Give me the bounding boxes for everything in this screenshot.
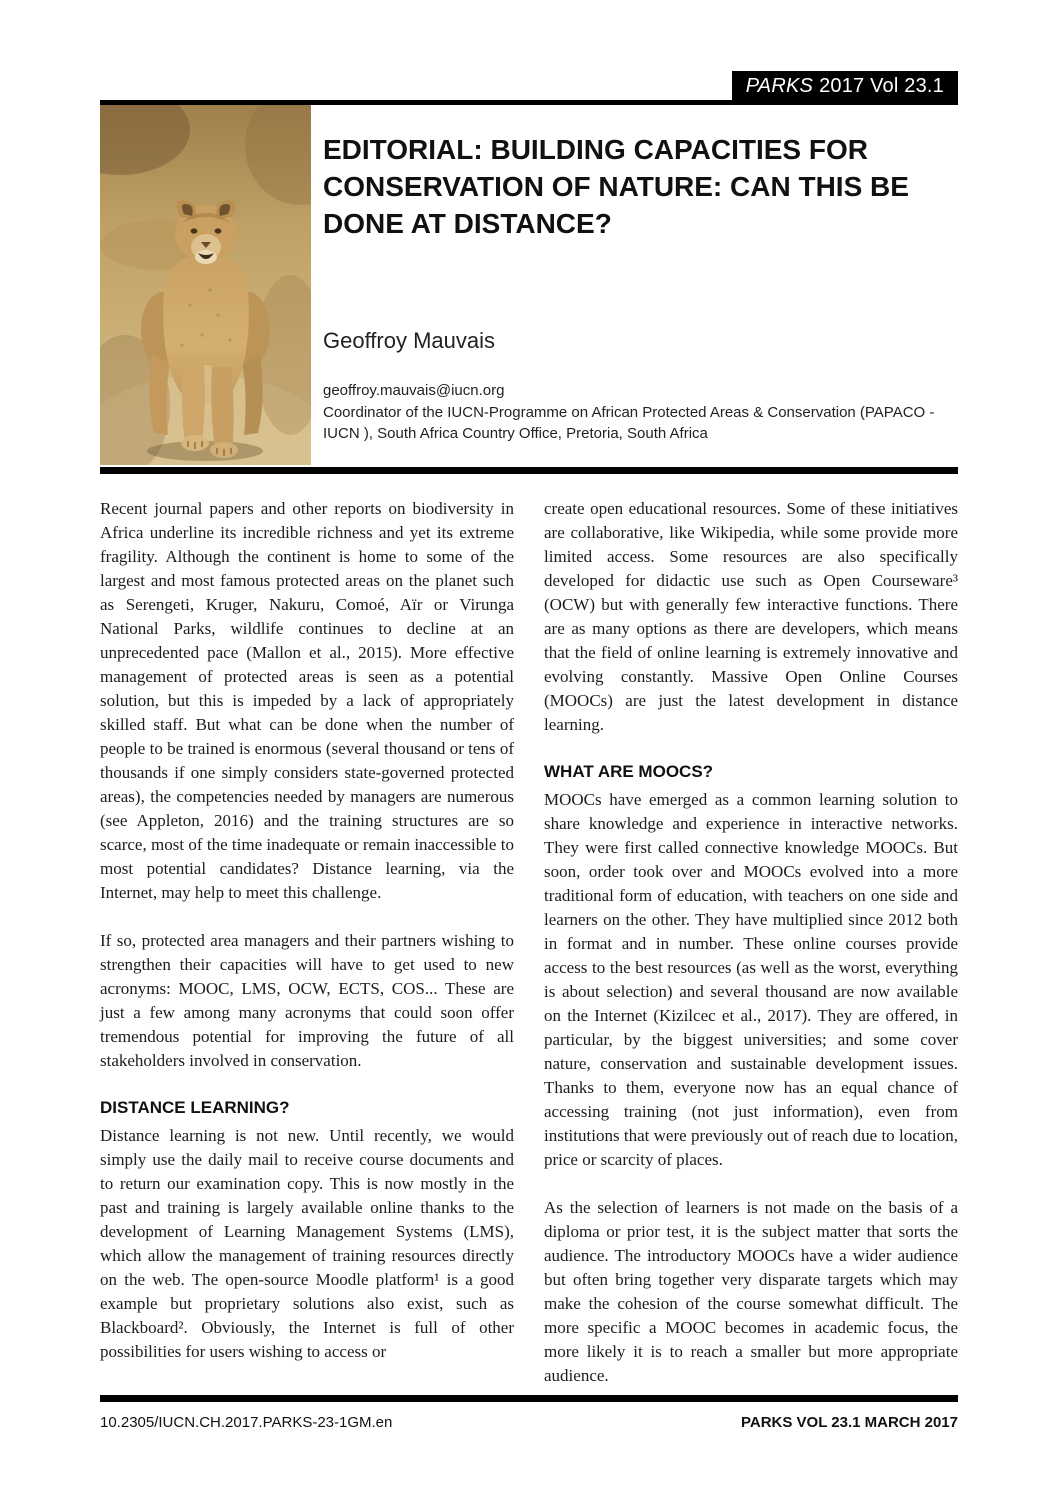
- author-email: geoffroy.mauvais@iucn.org: [323, 382, 505, 399]
- banner-journal-name: PARKS: [745, 75, 814, 97]
- author-name: Geoffroy Mauvais: [323, 328, 496, 353]
- lioness-photo: [100, 105, 311, 465]
- section-heading-what-are-moocs: WHAT ARE MOOCS?: [544, 762, 714, 781]
- article-body: [100, 497, 958, 1388]
- section-heading-distance-learning: DISTANCE LEARNING?: [100, 1098, 290, 1117]
- paragraph-open-resources: create open educational resources. Some of these initiatives are collaborative, like Wikipedia, while some provide more limited access. Some resources are also specifically developed for didactic use such as Open Courseware³ (OCW) but with generally few interactive functions. There are as many options as there are developers, which means that the field of online learning is extremely innovative and evolving constantly. Massive Open Online Courses (MOOCs) are just the latest development in distance learning.: [544, 499, 958, 734]
- footer-journal-issue: PARKS VOL 23.1 MARCH 2017: [740, 1414, 958, 1431]
- lioness-photo-graphic: [100, 105, 311, 465]
- doi-text: 10.2305/IUCN.CH.2017.PARKS-23-1GM.en: [100, 1414, 393, 1431]
- title-line-3: DONE AT DISTANCE?: [323, 207, 612, 239]
- author-affiliation-line-1: Coordinator of the IUCN-Programme on African Protected Areas & Conservation (PAPACO -: [323, 403, 935, 421]
- article-title: [323, 131, 963, 242]
- footer-divider-rule: [100, 1395, 958, 1402]
- paragraph-intro: Recent journal papers and other reports on biodiversity in Africa underline its incredible richness and yet its extreme fragility. Although the continent is home to some of the largest and most famous protected areas on the planet such as Serengeti, Kruger, Nakuru, Comoé, Aïr or Virunga National Parks, wildlife continues to decline at an unprecedented pace (Mallon et al., 2015). More effective management of protected areas is seen as a potential solution, but this is impeded by a lack of appropriately skilled staff. But what can be done when the number of people to be trained is enormous (several thousand or tens of thousands if one simply considers state-governed protected areas), the competencies needed by managers are numerous (see Appleton, 2016) and the training structures are so scarce, most of the time inadequate or remain inaccessible to most potential candidates? Distance learning, via the Internet, may help to meet this challenge.: [100, 499, 514, 902]
- right-column: [544, 497, 958, 1388]
- paragraph-acronyms: If so, protected area managers and their partners wishing to strengthen their capacities will have to get used to new acronyms: MOOC, LMS, OCW, ECTS, COS... These are just a few among many acronyms that could soon offer tremendous potential for improving the future of all stakeholders involved in conservation.: [100, 931, 514, 1070]
- author-affiliation-line-2: IUCN ), South Africa Country Office, Pretoria, South Africa: [323, 425, 708, 442]
- header-divider-rule: [100, 467, 958, 474]
- left-column: [100, 497, 514, 1388]
- journal-banner: [732, 71, 958, 102]
- paragraph-distance-learning: Distance learning is not new. Until recently, we would simply use the daily mail to receive course documents and to return our examination copy. This is now mostly in the past and training is largely available online thanks to the development of Learning Management Systems (LMS), which allow the management of training resources directly on the web. The open-source Moodle platform¹ is a good example but proprietary solutions also exist, such as Blackboard². Obviously, the Internet is full of other possibilities for users wishing to access or: [100, 1126, 514, 1361]
- banner-issue: 2017 Vol 23.1: [819, 75, 944, 97]
- paragraph-audience: As the selection of learners is not made on the basis of a diploma or prior test, it is the subject matter that sorts the audience. The introductory MOOCs have a wider audience but often bring together very disparate targets which may make the cohesion of the course somewhat difficult. The more specific a MOOC becomes in academic focus, the more likely it is to reach a smaller but more appropriate audience.: [544, 1198, 958, 1385]
- page-footer: [100, 1414, 958, 1431]
- paragraph-moocs: MOOCs have emerged as a common learning solution to share knowledge and experience in interactive networks. They were first called connective knowledge MOOCs. But soon, order took over and MOOCs evolved into a more traditional form of education, with teachers on one side and learners on the other. They have multiplied since 2012 both in format and in number. These online courses provide access to the best resources (as well as the worst, everything is about selection) and several thousand are now available on the Internet (Kizilcec et al., 2017). They are offered, in particular, by the biggest universities; and some cover nature, conservation and sustainable development issues. Thanks to them, everyone now has an equal chance of accessing training (not just information), even from institutions that were previously out of reach due to location, price or scarcity of places.: [544, 790, 958, 1169]
- author-contact-block: [323, 380, 963, 445]
- title-line-2: CONSERVATION OF NATURE: CAN THIS BE: [323, 170, 909, 202]
- title-line-1: EDITORIAL: BUILDING CAPACITIES FOR: [323, 133, 868, 165]
